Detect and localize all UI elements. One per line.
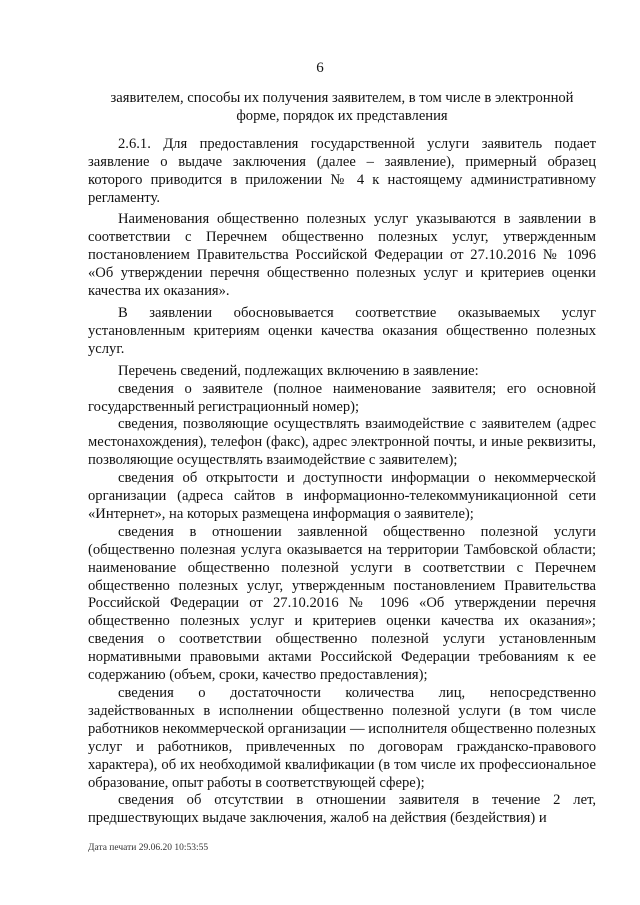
list-item-complaints-info: сведения об отсутствии в отношении заявителя в течение 2 лет, предшествующих выдаче заключения, жалоб на действия (бездействия) и	[88, 792, 596, 827]
list-item-service-info: сведения в отношении заявленной общественно полезной услуги (общественно полезная услуга оказывается на территории Тамбовской области; наименование общественно полезной услуги в соответствии с Перечнем общественно полезных услуг, утвержденным постановлением Правительства Российской Федерации от 27.10.2016 № 1096 «Об утверждении перечня общественно полезных услуг и критериев оценки качества их оказания»; сведения о соответствии общественно полезной услуги установленным нормативными правовыми актами Российской Федерации требованиям к ее содержанию (объем, сроки, качество предоставления);	[88, 523, 596, 684]
document-body	[88, 90, 596, 828]
list-item-applicant-info: сведения о заявителе (полное наименование заявителя; его основной государственный регистрационный номер);	[88, 380, 596, 415]
section-heading: заявителем, способы их получения заявителем, в том числе в электронной форме, порядок их представления	[110, 90, 574, 124]
paragraph-2-6-1: 2.6.1. Для предоставления государственной услуги заявитель подает заявление о выдаче заключения (далее – заявление), примерный образец которого приводится в приложении № 4 к настоящему административному регламенту.	[88, 135, 596, 206]
list-item-contact-info: сведения, позволяющие осуществлять взаимодействие с заявителем (адрес местонахождения), телефон (факс), адрес электронной почты, и иные реквизиты, позволяющие осуществлять взаимодействие с заявителем);	[88, 416, 596, 469]
paragraph-list-intro: Перечень сведений, подлежащих включению в заявление:	[118, 362, 479, 379]
list-item-openness-info: сведения об открытости и доступности информации о некоммерческой организации (адреса сайтов в информационно-телекоммуникационной сети «Интернет», на которых размещена информация о заявителе);	[88, 470, 596, 522]
paragraph-service-names: Наименования общественно полезных услуг указываются в заявлении в соответствии с Перечнем общественно полезных услуг, утвержденным постановлением Правительства Российской Федерации от 27.10.2016 № 1096 «Об утверждении перечня общественно полезных услуг и критериев оценки качества их оказания».	[88, 211, 596, 300]
paragraph-justification: В заявлении обосновывается соответствие оказываемых услуг установленным критериям оценки качества оказания общественно полезных услуг.	[88, 304, 596, 357]
page-number: 6	[316, 60, 324, 76]
print-date: Дата печати 29.06.20 10:53:55	[88, 843, 209, 853]
list-item-staff-info: сведения о достаточности количества лиц, непосредственно задействованных в исполнении общественно полезной услуги (в том числе работников некоммерческой организации — исполнителя общественно полезных услуг и работников, привлеченных по договорам гражданско-правового характера), об их необходимой квалификации (в том числе их профессиональное образование, опыт работы в соответствующей сфере);	[88, 685, 596, 791]
